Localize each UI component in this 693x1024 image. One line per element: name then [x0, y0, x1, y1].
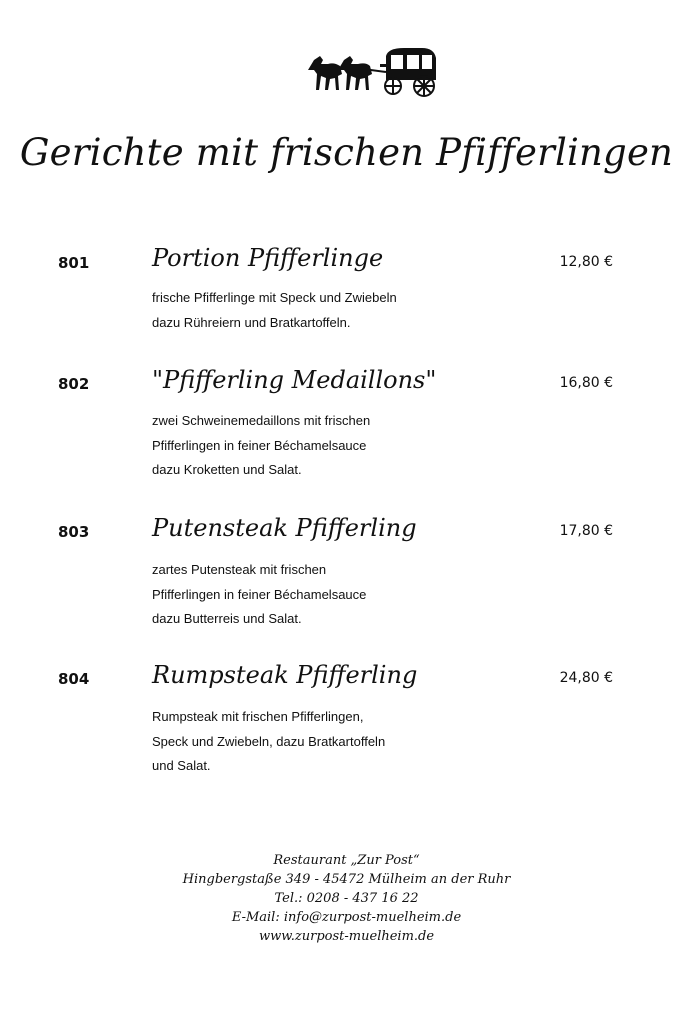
restaurant-website: www.zurpost-muelheim.de: [258, 929, 435, 944]
dish-name: Putensteak Pfifferling: [152, 514, 417, 542]
dish-price: 16,80 €: [559, 375, 613, 391]
dish-number: 804: [58, 670, 90, 688]
dish-number: 801: [58, 254, 90, 272]
dish-number: 803: [58, 523, 90, 541]
dish-price: 17,80 €: [559, 523, 613, 539]
restaurant-address: Hingbergstaße 349 - 45472 Mülheim an der Ruhr: [182, 872, 511, 887]
description-line: und Salat.: [152, 758, 211, 773]
horse-carriage-icon: [304, 42, 438, 98]
description-line: dazu Butterreis und Salat.: [152, 611, 302, 626]
restaurant-email: E-Mail: info@zurpost-muelheim.de: [231, 910, 462, 925]
restaurant-phone: Tel.: 0208 - 437 16 22: [274, 891, 419, 906]
dish-name: Rumpsteak Pfifferling: [152, 661, 418, 689]
restaurant-name: Restaurant „Zur Post“: [273, 853, 420, 868]
dish-description: [152, 558, 366, 632]
restaurant-footer: [0, 851, 693, 946]
dish-name: "Pfifferling Medaillons": [152, 366, 437, 394]
description-line: dazu Kroketten und Salat.: [152, 462, 302, 477]
description-line: Speck und Zwiebeln, dazu Bratkartoffeln: [152, 733, 386, 749]
dish-price: 24,80 €: [559, 670, 613, 686]
page-title: Gerichte mit frischen Pfifferlingen: [19, 131, 674, 174]
dish-description: [152, 286, 397, 335]
dish-description: [152, 409, 370, 483]
dish-name: Portion Pfifferlinge: [152, 244, 384, 272]
dish-number: 802: [58, 375, 90, 393]
dish-price: 12,80 €: [559, 254, 613, 270]
description-line: Pfifferlingen in feiner Béchamelsauce: [152, 586, 367, 602]
description-line: Pfifferlingen in feiner Béchamelsauce: [152, 437, 367, 453]
description-line: zwei Schweinemedaillons mit frischen: [152, 413, 371, 428]
dish-description: [152, 705, 385, 779]
description-line: zartes Putensteak mit frischen: [152, 562, 327, 577]
description-line: frische Pfifferlinge mit Speck und Zwiebeln: [152, 290, 397, 305]
description-line: dazu Rühreiern und Bratkartoffeln.: [152, 314, 351, 330]
description-line: Rumpsteak mit frischen Pfifferlingen,: [152, 709, 364, 724]
